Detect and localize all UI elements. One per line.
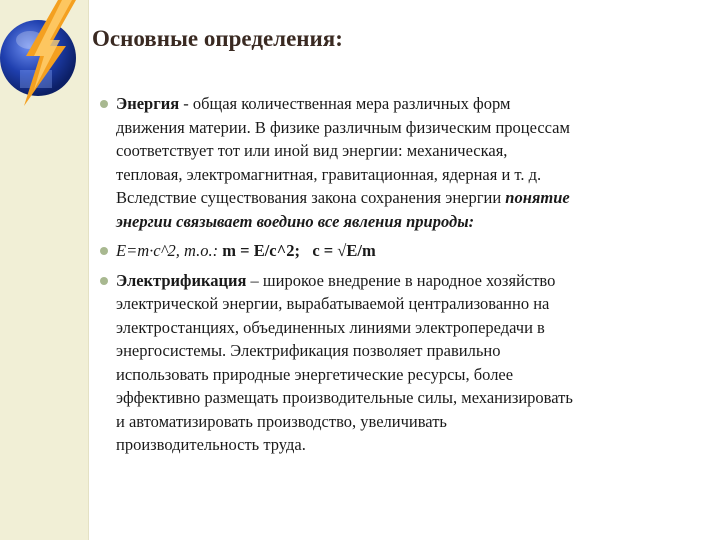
bullet-dot-icon bbox=[100, 247, 108, 255]
energy-line-6: энергии связывает воедино все явления природы: bbox=[116, 211, 475, 231]
electrification-term: Электрификация bbox=[116, 270, 247, 290]
bullet-dot-icon bbox=[100, 100, 108, 108]
energy-emphasis-start: понятие bbox=[505, 188, 570, 207]
slide-title: Основные определения: bbox=[92, 26, 343, 51]
formula-speed: c = √E/m bbox=[312, 241, 376, 260]
energy-line-4: тепловая, электромагнитная, гравитационная, ядерная и т. д. bbox=[116, 164, 542, 184]
energy-term: Энергия bbox=[116, 94, 180, 113]
formula-emc2: E=m∙c^2, bbox=[116, 241, 180, 260]
formula-mass: m = E/c^2; bbox=[222, 241, 300, 260]
electrification-line-6: эффективно размещать производительные силы, механизировать bbox=[116, 388, 573, 407]
electrification-line-2: электрической энергии, вырабатываемой централизованно на bbox=[116, 294, 550, 313]
electrification-line-4: энергосистемы. Электрификация позволяет правильно bbox=[116, 341, 501, 360]
electrification-line-3: электростанциях, объединенных линиями электропередачи в bbox=[116, 317, 545, 337]
bullet-formula bbox=[100, 239, 712, 263]
electrification-line-1: Электрификация – широкое внедрение в народное хозяйство bbox=[116, 270, 556, 290]
electrification-line-7: и автоматизировать производство, увеличивать bbox=[116, 411, 447, 431]
energy-logo-icon bbox=[0, 0, 90, 110]
energy-line-1: Энергия - общая количественная мера различных форм bbox=[116, 94, 511, 113]
energy-line-2: движения материи. В физике различным физическим процессам bbox=[116, 117, 570, 137]
bullet-list bbox=[100, 92, 712, 463]
bullet-dot-icon bbox=[100, 277, 108, 285]
bullet-energy-definition bbox=[100, 92, 712, 233]
electrification-line-8: производительность труда. bbox=[116, 435, 306, 454]
electrification-line-5: использовать природные энергетические ресурсы, более bbox=[116, 364, 514, 384]
energy-line-3: соответствует тот или иной вид энергии: механическая, bbox=[116, 141, 508, 160]
bullet-electrification-definition bbox=[100, 269, 712, 457]
energy-line-5: Вследствие существования закона сохранения энергии понятие bbox=[116, 188, 570, 207]
formula-therefore: т.о.: bbox=[184, 241, 219, 260]
formula-line bbox=[116, 239, 712, 263]
